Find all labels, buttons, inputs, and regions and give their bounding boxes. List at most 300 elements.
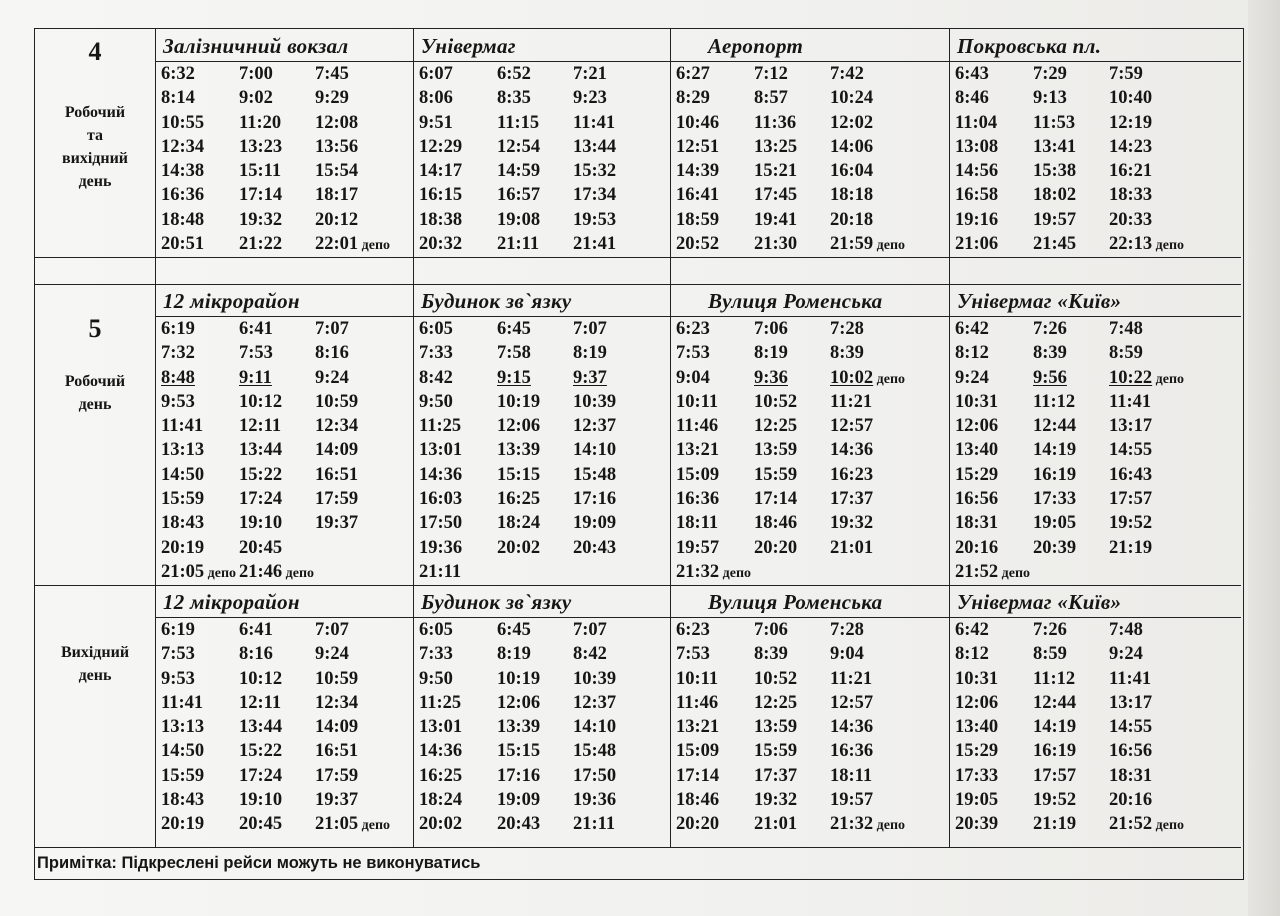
departure-time bbox=[573, 511, 669, 535]
departure-time bbox=[754, 414, 830, 438]
departure-time bbox=[1109, 232, 1205, 256]
time-value: 12:37 bbox=[573, 416, 617, 437]
time-value: 14:23 bbox=[1109, 136, 1153, 157]
departure-time bbox=[1033, 463, 1109, 487]
departure-time bbox=[1033, 764, 1109, 788]
time-value: 11:04 bbox=[955, 112, 998, 133]
departure-time bbox=[419, 560, 497, 584]
time-value: 7:28 bbox=[830, 319, 864, 339]
time-value: 17:50 bbox=[419, 513, 463, 534]
departure-time bbox=[497, 764, 573, 788]
depot-mark: депо bbox=[204, 565, 237, 581]
departure-time bbox=[1109, 618, 1205, 642]
departure-time bbox=[754, 560, 830, 584]
time-value: 6:23 bbox=[676, 620, 710, 640]
departure-time bbox=[573, 739, 669, 763]
time-value: 20:51 bbox=[161, 234, 205, 255]
departure-time bbox=[830, 618, 926, 642]
departure-time bbox=[955, 208, 1033, 232]
time-value: 9:36 bbox=[754, 367, 788, 388]
departure-time bbox=[315, 414, 411, 438]
time-value: 11:46 bbox=[676, 416, 719, 437]
row-divider bbox=[35, 847, 1241, 848]
time-value: 13:13 bbox=[161, 440, 205, 461]
departure-time bbox=[315, 764, 411, 788]
departure-time bbox=[419, 317, 497, 341]
time-value: 14:10 bbox=[573, 440, 617, 461]
time-value: 21:22 bbox=[239, 234, 283, 255]
departure-time bbox=[419, 642, 497, 666]
time-value: 21:32 bbox=[830, 814, 874, 835]
departure-time bbox=[497, 463, 573, 487]
time-value: 10:02 bbox=[830, 367, 874, 388]
departure-time bbox=[955, 414, 1033, 438]
time-value: 7:06 bbox=[754, 319, 788, 339]
departure-time bbox=[161, 183, 239, 207]
departure-time bbox=[315, 341, 411, 365]
time-value: 20:02 bbox=[497, 537, 541, 558]
time-value: 22:13 bbox=[1109, 234, 1153, 255]
departure-time bbox=[955, 159, 1033, 183]
time-value: 17:33 bbox=[955, 765, 999, 786]
departure-time bbox=[419, 667, 497, 691]
time-value: 7:33 bbox=[419, 343, 453, 364]
time-value: 9:51 bbox=[419, 112, 453, 133]
time-value: 6:41 bbox=[239, 620, 273, 640]
departure-time bbox=[1033, 111, 1109, 135]
time-value: 17:16 bbox=[573, 489, 617, 510]
route-number: 5 bbox=[88, 314, 102, 343]
departure-time bbox=[830, 812, 926, 836]
departure-time bbox=[161, 135, 239, 159]
time-value: 14:55 bbox=[1109, 717, 1153, 738]
time-value: 16:21 bbox=[1109, 161, 1153, 182]
time-value: 19:57 bbox=[830, 790, 874, 811]
departure-time bbox=[830, 438, 926, 462]
time-value: 12:11 bbox=[239, 416, 282, 437]
departure-time bbox=[830, 739, 926, 763]
departure-time bbox=[676, 159, 754, 183]
time-value: 18:43 bbox=[161, 513, 205, 534]
paper-edge bbox=[1248, 0, 1280, 916]
departure-time bbox=[955, 366, 1033, 390]
departure-time bbox=[676, 341, 754, 365]
time-value: 6:42 bbox=[955, 620, 989, 640]
departure-times bbox=[419, 62, 669, 256]
time-value: 20:33 bbox=[1109, 209, 1153, 230]
departure-time bbox=[497, 642, 573, 666]
time-value: 21:05 bbox=[315, 814, 359, 835]
time-value: 15:54 bbox=[315, 161, 359, 182]
time-value: 8:46 bbox=[955, 88, 989, 109]
departure-time bbox=[239, 232, 315, 256]
departure-time bbox=[239, 536, 315, 560]
time-value: 19:52 bbox=[1109, 513, 1153, 534]
departure-time bbox=[239, 691, 315, 715]
time-value: 15:29 bbox=[955, 464, 999, 485]
departure-time bbox=[955, 135, 1033, 159]
time-value: 10:31 bbox=[955, 391, 999, 412]
row-divider bbox=[35, 257, 1241, 258]
departure-time bbox=[419, 208, 497, 232]
time-value: 18:24 bbox=[419, 790, 463, 811]
departure-time bbox=[161, 715, 239, 739]
departure-time bbox=[830, 111, 926, 135]
time-value: 14:09 bbox=[315, 717, 359, 738]
time-value: 9:56 bbox=[1033, 367, 1067, 388]
departure-time bbox=[239, 159, 315, 183]
departure-time bbox=[754, 208, 830, 232]
departure-time bbox=[497, 341, 573, 365]
time-value: 15:38 bbox=[1033, 161, 1077, 182]
departure-time bbox=[1109, 487, 1205, 511]
departure-time bbox=[1033, 739, 1109, 763]
departure-time bbox=[676, 788, 754, 812]
departure-time bbox=[1033, 390, 1109, 414]
time-value: 18:46 bbox=[754, 513, 798, 534]
departure-time bbox=[754, 487, 830, 511]
time-value: 13:40 bbox=[955, 440, 999, 461]
time-value: 9:23 bbox=[573, 88, 607, 109]
departure-time bbox=[830, 317, 926, 341]
departure-time bbox=[1109, 739, 1205, 763]
departure-time bbox=[676, 536, 754, 560]
time-value: 9:02 bbox=[239, 88, 273, 109]
departure-time bbox=[1033, 691, 1109, 715]
departure-time bbox=[754, 366, 830, 390]
time-value: 17:45 bbox=[754, 185, 798, 206]
stop-name: Залізничний вокзал bbox=[163, 34, 349, 58]
departure-time bbox=[239, 487, 315, 511]
time-value: 19:05 bbox=[1033, 513, 1077, 534]
departure-time bbox=[754, 667, 830, 691]
departure-time bbox=[497, 366, 573, 390]
departure-time bbox=[315, 739, 411, 763]
departure-times bbox=[419, 317, 669, 584]
time-value: 20:32 bbox=[419, 234, 463, 255]
time-value: 21:11 bbox=[497, 234, 540, 255]
departure-time bbox=[161, 111, 239, 135]
departure-times bbox=[419, 618, 669, 837]
time-value: 22:01 bbox=[315, 234, 359, 255]
time-value: 16:25 bbox=[497, 489, 541, 510]
time-value: 6:23 bbox=[676, 319, 710, 339]
departure-time bbox=[955, 317, 1033, 341]
time-value: 10:11 bbox=[676, 391, 719, 412]
departure-time bbox=[419, 111, 497, 135]
time-value: 7:12 bbox=[754, 64, 788, 84]
time-value: 15:15 bbox=[497, 741, 541, 762]
departure-time bbox=[419, 463, 497, 487]
time-value: 12:06 bbox=[955, 416, 999, 437]
stop-name: Будинок зв`язку bbox=[421, 289, 572, 313]
time-value: 14:50 bbox=[161, 464, 205, 485]
departure-time bbox=[955, 764, 1033, 788]
departure-time bbox=[315, 317, 411, 341]
departure-time bbox=[1033, 560, 1109, 584]
departure-time bbox=[676, 487, 754, 511]
departure-time bbox=[830, 487, 926, 511]
departure-time bbox=[315, 667, 411, 691]
time-value: 9:15 bbox=[497, 367, 531, 388]
departure-time bbox=[419, 366, 497, 390]
time-value: 8:29 bbox=[676, 88, 710, 109]
time-value: 14:36 bbox=[419, 464, 463, 485]
time-value: 7:07 bbox=[315, 319, 349, 339]
time-value: 11:41 bbox=[161, 416, 204, 437]
time-value: 18:31 bbox=[955, 513, 999, 534]
time-value: 13:23 bbox=[239, 136, 283, 157]
time-value: 7:29 bbox=[1033, 64, 1067, 84]
time-value: 14:09 bbox=[315, 440, 359, 461]
departure-time bbox=[676, 715, 754, 739]
departure-time bbox=[419, 618, 497, 642]
departure-time bbox=[573, 536, 669, 560]
departure-time bbox=[497, 739, 573, 763]
departure-time bbox=[497, 487, 573, 511]
time-value: 19:09 bbox=[497, 790, 541, 811]
time-value: 19:41 bbox=[754, 209, 798, 230]
time-value: 15:21 bbox=[754, 161, 798, 182]
time-value: 16:51 bbox=[315, 464, 359, 485]
departure-time bbox=[1033, 812, 1109, 836]
time-value: 17:14 bbox=[239, 185, 283, 206]
time-value: 9:53 bbox=[161, 668, 195, 689]
departure-time bbox=[497, 62, 573, 86]
time-value: 8:48 bbox=[161, 367, 195, 388]
time-value: 16:41 bbox=[676, 185, 720, 206]
departure-time bbox=[1033, 715, 1109, 739]
time-value: 19:57 bbox=[676, 537, 720, 558]
departure-time bbox=[497, 536, 573, 560]
departure-time bbox=[676, 390, 754, 414]
departure-time bbox=[497, 208, 573, 232]
time-value: 11:46 bbox=[676, 692, 719, 713]
depot-mark: депо bbox=[873, 818, 906, 834]
time-value: 17:59 bbox=[315, 489, 359, 510]
time-value: 9:04 bbox=[676, 367, 710, 388]
departure-time bbox=[754, 232, 830, 256]
time-value: 7:59 bbox=[1109, 64, 1143, 84]
time-value: 14:38 bbox=[161, 161, 205, 182]
time-value: 14:10 bbox=[573, 717, 617, 738]
time-value: 7:07 bbox=[315, 620, 349, 640]
time-value: 14:39 bbox=[676, 161, 720, 182]
time-value: 8:16 bbox=[239, 644, 273, 665]
row-divider bbox=[35, 585, 1241, 586]
departure-time bbox=[573, 341, 669, 365]
departure-time bbox=[830, 62, 926, 86]
time-value: 7:58 bbox=[497, 343, 531, 364]
departure-time bbox=[239, 788, 315, 812]
timetable-grid bbox=[34, 28, 1244, 880]
departure-time bbox=[676, 511, 754, 535]
time-value: 15:59 bbox=[161, 489, 205, 510]
departure-time bbox=[676, 691, 754, 715]
departure-time bbox=[239, 317, 315, 341]
time-value: 18:24 bbox=[497, 513, 541, 534]
time-value: 17:34 bbox=[573, 185, 617, 206]
departure-time bbox=[955, 86, 1033, 110]
departure-time bbox=[315, 788, 411, 812]
time-value: 19:36 bbox=[419, 537, 463, 558]
time-value: 21:01 bbox=[754, 814, 798, 835]
departure-time bbox=[315, 208, 411, 232]
departure-time bbox=[1109, 159, 1205, 183]
depot-mark: депо bbox=[998, 565, 1031, 581]
time-value: 15:09 bbox=[676, 464, 720, 485]
time-value: 10:59 bbox=[315, 391, 359, 412]
departure-time bbox=[161, 463, 239, 487]
time-value: 16:19 bbox=[1033, 464, 1077, 485]
time-value: 19:32 bbox=[754, 790, 798, 811]
departure-time bbox=[419, 487, 497, 511]
departure-time bbox=[419, 86, 497, 110]
departure-time bbox=[754, 642, 830, 666]
time-value: 12:37 bbox=[573, 692, 617, 713]
time-value: 16:03 bbox=[419, 489, 463, 510]
service-days-word: день bbox=[78, 396, 112, 413]
time-value: 18:38 bbox=[419, 209, 463, 230]
departure-time bbox=[1109, 317, 1205, 341]
departure-time bbox=[830, 560, 926, 584]
time-value: 10:55 bbox=[161, 112, 205, 133]
time-value: 10:19 bbox=[497, 668, 541, 689]
departure-time bbox=[955, 390, 1033, 414]
time-value: 18:43 bbox=[161, 790, 205, 811]
service-days-word: Вихідний bbox=[60, 644, 130, 661]
time-value: 13:01 bbox=[419, 440, 463, 461]
time-value: 15:48 bbox=[573, 741, 617, 762]
time-value: 6:45 bbox=[497, 620, 531, 640]
time-value: 21:59 bbox=[830, 234, 874, 255]
time-value: 17:33 bbox=[1033, 489, 1077, 510]
time-value: 16:51 bbox=[315, 741, 359, 762]
time-value: 19:10 bbox=[239, 513, 283, 534]
time-value: 6:27 bbox=[676, 64, 710, 84]
departure-time bbox=[497, 691, 573, 715]
departure-time bbox=[497, 111, 573, 135]
departure-time bbox=[1109, 788, 1205, 812]
time-value: 16:36 bbox=[161, 185, 205, 206]
time-value: 20:45 bbox=[239, 814, 283, 835]
departure-time bbox=[754, 618, 830, 642]
departure-time bbox=[497, 438, 573, 462]
departure-times bbox=[955, 618, 1205, 837]
departure-time bbox=[161, 159, 239, 183]
time-value: 14:19 bbox=[1033, 717, 1077, 738]
departure-time bbox=[676, 414, 754, 438]
departure-time bbox=[161, 487, 239, 511]
departure-time bbox=[830, 159, 926, 183]
stop-name: Аеропорт bbox=[708, 34, 804, 58]
departure-time bbox=[830, 511, 926, 535]
departure-time bbox=[161, 390, 239, 414]
time-value: 18:59 bbox=[676, 209, 720, 230]
route-label bbox=[35, 37, 155, 193]
time-value: 7:48 bbox=[1109, 620, 1143, 640]
time-value: 16:36 bbox=[830, 741, 874, 762]
departure-time bbox=[1109, 62, 1205, 86]
departure-time bbox=[497, 232, 573, 256]
time-value: 21:01 bbox=[830, 537, 874, 558]
route-number: 4 bbox=[88, 37, 102, 66]
departure-time bbox=[830, 536, 926, 560]
departure-time bbox=[239, 560, 315, 584]
time-value: 9:24 bbox=[1109, 644, 1143, 665]
time-value: 21:52 bbox=[1109, 814, 1153, 835]
departure-time bbox=[676, 560, 754, 584]
time-value: 9:53 bbox=[161, 391, 195, 412]
departure-time bbox=[161, 366, 239, 390]
time-value: 11:25 bbox=[419, 692, 462, 713]
time-value: 9:24 bbox=[315, 367, 349, 388]
departure-time bbox=[419, 764, 497, 788]
time-value: 18:11 bbox=[676, 513, 719, 534]
time-value: 9:04 bbox=[830, 644, 864, 665]
departure-time bbox=[315, 691, 411, 715]
time-value: 8:57 bbox=[754, 88, 788, 109]
time-value: 6:52 bbox=[497, 64, 531, 84]
time-value: 8:35 bbox=[497, 88, 531, 109]
departure-time bbox=[676, 183, 754, 207]
service-days bbox=[35, 101, 155, 193]
departure-time bbox=[830, 691, 926, 715]
time-value: 16:15 bbox=[419, 185, 463, 206]
departure-time bbox=[161, 341, 239, 365]
departure-time bbox=[676, 111, 754, 135]
departure-time bbox=[239, 511, 315, 535]
departure-time bbox=[955, 62, 1033, 86]
time-value: 13:13 bbox=[161, 717, 205, 738]
time-value: 16:43 bbox=[1109, 464, 1153, 485]
time-value: 12:54 bbox=[497, 136, 541, 157]
departure-time bbox=[573, 463, 669, 487]
time-value: 12:44 bbox=[1033, 416, 1077, 437]
time-value: 19:37 bbox=[315, 513, 359, 534]
time-value: 16:56 bbox=[955, 489, 999, 510]
departure-time bbox=[419, 536, 497, 560]
time-value: 20:43 bbox=[497, 814, 541, 835]
departure-time bbox=[161, 642, 239, 666]
departure-time bbox=[573, 715, 669, 739]
time-value: 19:08 bbox=[497, 209, 541, 230]
departure-time bbox=[1109, 86, 1205, 110]
time-value: 7:53 bbox=[239, 343, 273, 364]
departure-time bbox=[239, 390, 315, 414]
time-value: 19:09 bbox=[573, 513, 617, 534]
departure-time bbox=[161, 208, 239, 232]
time-value: 11:36 bbox=[754, 112, 797, 133]
time-value: 17:59 bbox=[315, 765, 359, 786]
time-value: 11:25 bbox=[419, 416, 462, 437]
departure-time bbox=[497, 511, 573, 535]
time-value: 7:07 bbox=[573, 620, 607, 640]
time-value: 12:06 bbox=[955, 692, 999, 713]
time-value: 8:59 bbox=[1033, 644, 1067, 665]
departure-time bbox=[497, 183, 573, 207]
column-divider bbox=[155, 29, 156, 847]
time-value: 13:17 bbox=[1109, 416, 1153, 437]
departure-time bbox=[754, 390, 830, 414]
time-value: 21:19 bbox=[1033, 814, 1077, 835]
time-value: 16:04 bbox=[830, 161, 874, 182]
time-value: 8:42 bbox=[419, 367, 453, 388]
departure-time bbox=[497, 159, 573, 183]
departure-time bbox=[315, 232, 411, 256]
departure-time bbox=[754, 135, 830, 159]
time-value: 21:46 bbox=[239, 561, 283, 582]
